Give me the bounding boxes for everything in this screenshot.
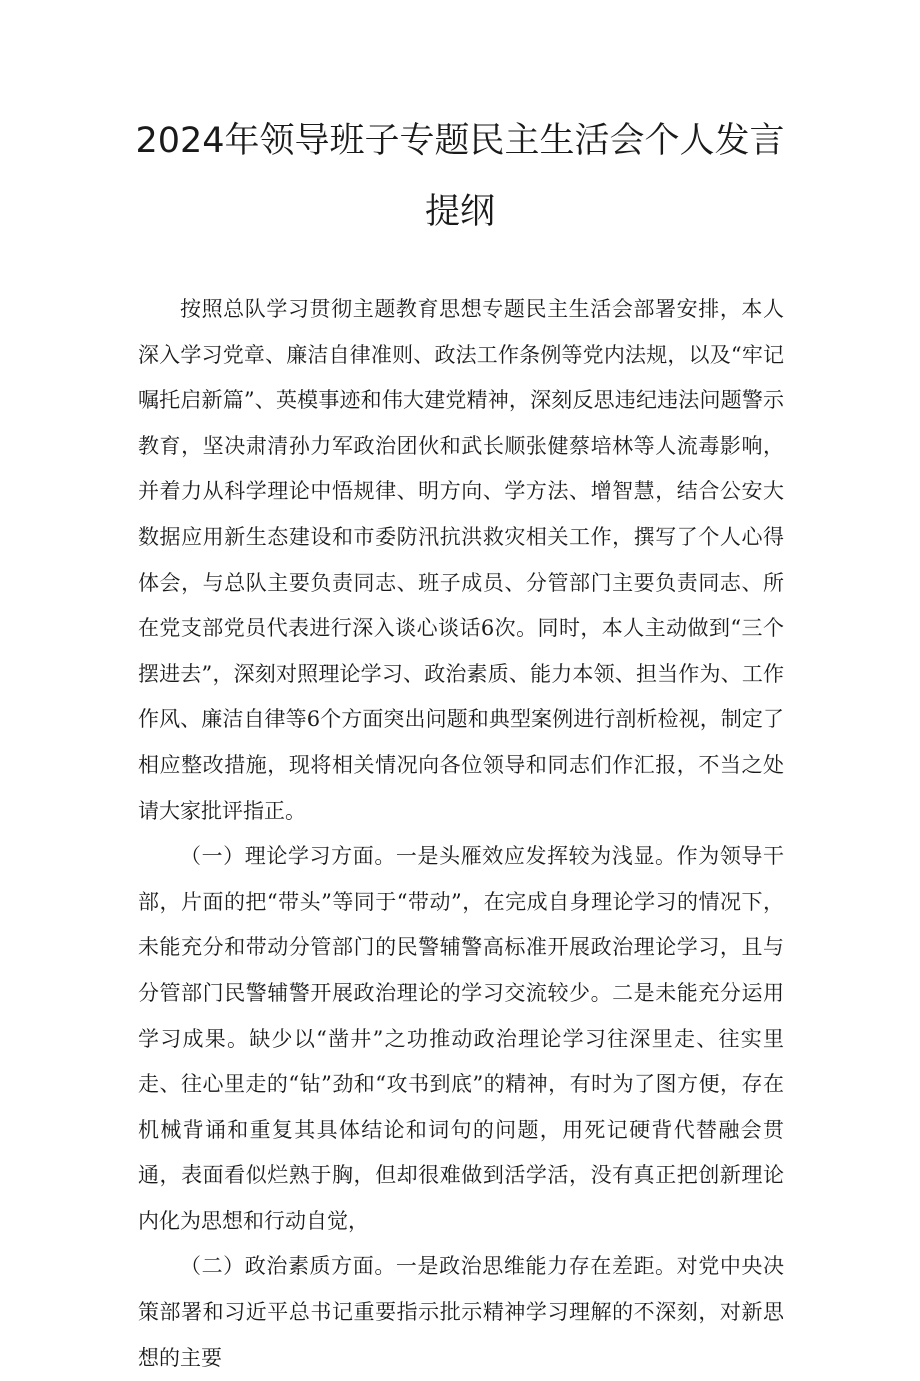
- paragraph-intro: 按照总队学习贯彻主题教育思想专题民主生活会部署安排，本人深入学习党章、廉洁自律准则、政法工作条例等党内法规，以及“牢记嘱托启新篇”、英模事迹和伟大建党精神，深刻反思违纪违法问题警示教育，坚决肃清孙力军政治团伙和武长顺张健蔡培林等人流毒影响，并着力从科学理论中悟规律、明方向、学方法、增智慧，结合公安大数据应用新生态建设和市委防汛抗洪救灾相关工作，撰写了个人心得体会，与总队主要负责同志、班子成员、分管部门主要负责同志、所在党支部党员代表进行深入谈心谈话6次。同时，本人主动做到“三个摆进去”，深刻对照理论学习、政治素质、能力本领、担当作为、工作作风、廉洁自律等6个方面突出问题和典型案例进行剖析检视，制定了相应整改措施，现将相关情况向各位领导和同志们作汇报，不当之处请大家批评指正。: [138, 297, 784, 823]
- document-title-line-1: 2024年领导班子专题民主生活会个人发言: [135, 121, 785, 161]
- paragraph-theory-study: （一）理论学习方面。一是头雁效应发挥较为浅显。作为领导干部，片面的把“带头”等同于“带动”，在完成自身理论学习的情况下，未能充分和带动分管部门的民警辅警高标准开展政治理论学习，且与分管部门民警辅警开展政治理论的学习交流较少。二是未能充分运用学习成果。缺少以“凿井”之功推动政治理论学习往深里走、往实里走、往心里走的“钻”劲和“攻书到底”的精神，有时为了图方便，存在机械背诵和重复其具体结论和词句的问题，用死记硬背代替融会贯通，表面看似烂熟于胸，但却很难做到活学活，没有真正把创新理论内化为思想和行动自觉，: [138, 844, 784, 1233]
- document-title-line-2: 提纲: [424, 192, 495, 232]
- document-body: [138, 287, 784, 1381]
- paragraph-political-quality: （二）政治素质方面。一是政治思维能力存在差距。对党中央决策部署和习近平总书记重要指示批示精神学习理解的不深刻，对新思想的主要: [138, 1254, 784, 1370]
